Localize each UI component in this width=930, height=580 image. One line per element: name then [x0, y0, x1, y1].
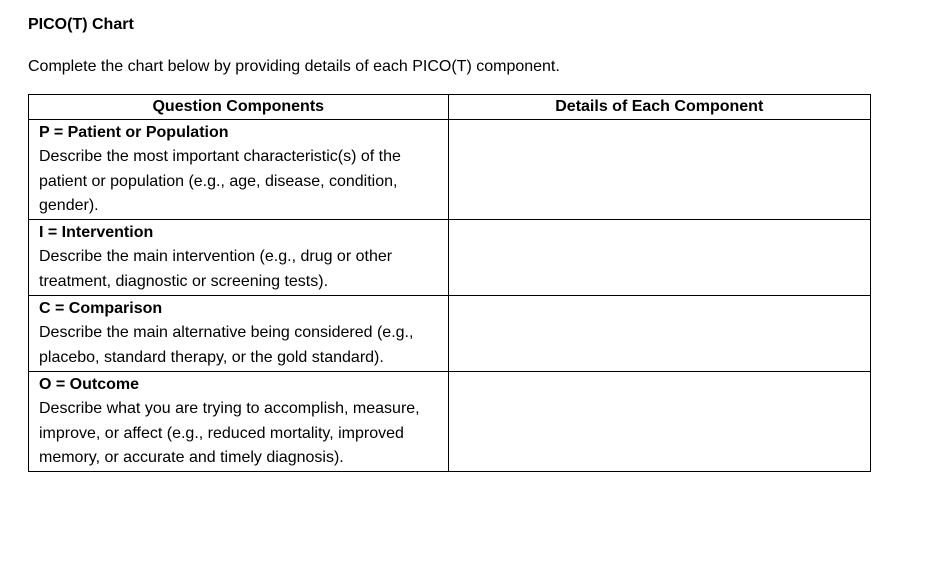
- table-row-patient: [29, 120, 871, 220]
- component-description: Describe the main alternative being considered (e.g., placebo, standard therapy, or the gold standard).: [39, 324, 414, 366]
- details-cell-intervention[interactable]: [448, 220, 870, 296]
- table-row-comparison: [29, 296, 871, 372]
- component-heading: C = Comparison: [39, 300, 163, 318]
- column-header-question-components: Question Components: [29, 95, 449, 120]
- details-cell-outcome[interactable]: [448, 371, 870, 471]
- table-row-intervention: [29, 220, 871, 296]
- component-cell: [29, 371, 449, 471]
- document: [28, 14, 908, 78]
- component-cell: [29, 120, 449, 220]
- component-heading: O = Outcome: [39, 375, 140, 393]
- pico-table: [28, 94, 871, 472]
- component-description: Describe what you are trying to accomplish, measure, improve, or affect (e.g., reduced mortality, improved memory, or accurate and timely diagnosis).: [39, 400, 420, 466]
- component-heading: I = Intervention: [39, 224, 154, 242]
- details-cell-patient[interactable]: [448, 120, 870, 220]
- table-row-outcome: [29, 371, 871, 471]
- component-heading: P = Patient or Population: [39, 124, 229, 141]
- component-cell: [29, 296, 449, 372]
- table-header-row: [29, 95, 871, 120]
- document-instructions: Complete the chart below by providing details of each PICO(T) component.: [28, 58, 560, 75]
- component-cell: [29, 220, 449, 296]
- column-header-details: Details of Each Component: [448, 95, 870, 120]
- document-title: PICO(T) Chart: [28, 16, 134, 33]
- details-cell-comparison[interactable]: [448, 296, 870, 372]
- component-description: Describe the most important characteristic(s) of the patient or population (e.g., age, disease, condition, gender).: [39, 148, 401, 214]
- component-description: Describe the main intervention (e.g., drug or other treatment, diagnostic or screening tests).: [39, 248, 393, 290]
